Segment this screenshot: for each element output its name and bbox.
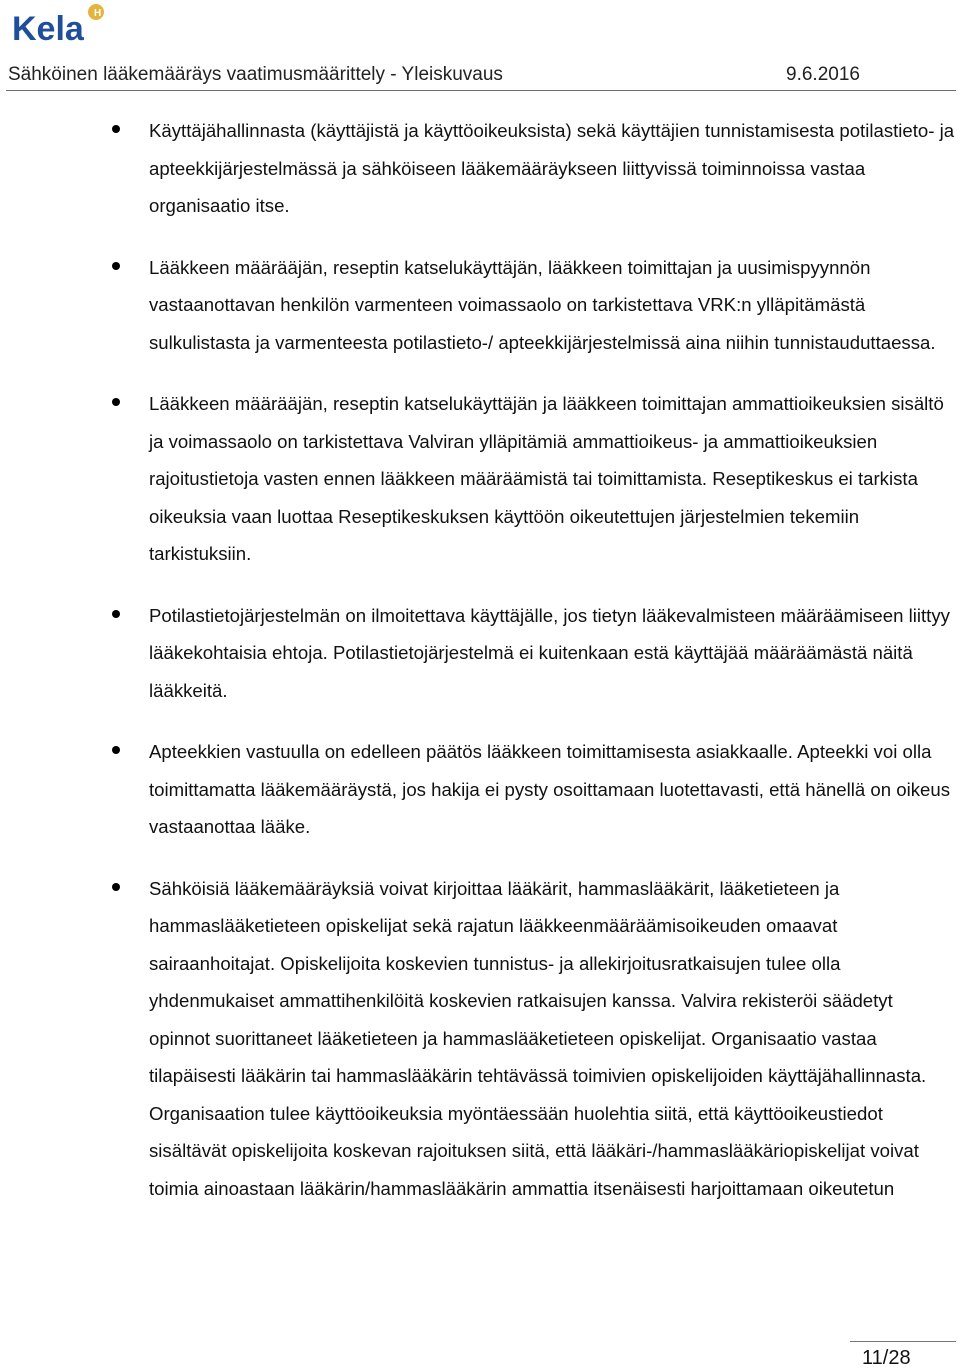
list-item-text: Lääkkeen määrääjän, reseptin katselukäyttäjän, lääkkeen toimittajan ja uusimispyynnön vastaanottavan henkilön varmenteen voimassaolo on tarkistettava VRK:n ylläpitämästä sulkulistasta ja varmenteesta potilastieto-/ apteekkijärjestelmissä aina niihin tunnistauduttaessa. [149, 256, 936, 353]
page-number: 11/28 [862, 1347, 911, 1369]
bullet-icon [112, 398, 120, 406]
list-item-text: Sähköisiä lääkemääräyksiä voivat kirjoittaa lääkärit, hammaslääkärit, lääketieteen ja hammaslääketieteen opiskelijat sekä rajatun lääkkeenmääräämisoikeuden omaavat sairaanhoitajat. Opiskelijoita koskevien tunnistus- ja allekirjoitusratkaisujen tulee olla yhdenmukaiset ammattihenkilöitä koskevien ratkaisujen kanssa. Valvira rekisteröi säädetyt opinnot suorittaneet lääketieteen ja hammaslääketieteen opiskelijat. Organisaatio vastaa tilapäisesti lääkärin tai hammaslääkärin tehtävässä toimivien opiskelijoiden käyttäjähallinnasta. Organisaation tulee käyttöoikeuksia myöntäessään huolehtia siitä, että käyttöoikeustiedot sisältävät opiskelijoita koskevan rajoituksen siitä, että lääkäri-/hammaslääkäriopiskelijat voivat toimia ainoastaan lääkärin/hammaslääkärin ammattia itsenäisesti harjoittamaan oikeutetun [149, 877, 927, 1199]
list-item [0, 597, 960, 710]
kela-logo [10, 2, 110, 46]
document-body [0, 112, 960, 1231]
bullet-icon [112, 610, 120, 618]
svg-text:H: H [94, 8, 102, 19]
list-item [0, 385, 960, 573]
document-date: 9.6.2016 [786, 64, 860, 85]
bullet-icon [112, 883, 120, 891]
list-item-text: Lääkkeen määrääjän, reseptin katselukäyttäjän ja lääkkeen toimittajan ammattioikeuksien sisältö ja voimassaolo on tarkistettava Valviran ylläpitämiä ammattioikeus- ja ammattioikeuksien rajoitustietoja vasten ennen lääkkeen määräämistä tai toimittamista. Reseptikeskus ei tarkista oikeuksia vaan luottaa Reseptikeskuksen käyttöön oikeutettujen järjestelmien tekemiin tarkistuksiin. [149, 393, 944, 564]
list-item-text: Apteekkien vastuulla on edelleen päätös lääkkeen toimittamisesta asiakkaalle. Apteekki voi olla toimittamatta lääkemääräystä, jos hakija ei pysty osoittamaan luotettavasti, että hänellä on oikeus vastaanottaa lääke. [149, 741, 950, 837]
bullet-icon [112, 746, 120, 754]
list-item-text: Käyttäjähallinnasta (käyttäjistä ja käyttöoikeuksista) sekä käyttäjien tunnistamisesta potilastieto- ja apteekkijärjestelmässä ja sähköiseen lääkemääräykseen liittyvissä toiminnoissa vastaa organisaatio itse. [149, 120, 955, 216]
list-item [0, 112, 960, 225]
bullet-icon [112, 125, 120, 133]
document-title: Sähköinen lääkemääräys vaatimusmäärittely - Yleiskuvaus [8, 64, 503, 85]
logo-wordmark: Kela [12, 10, 84, 46]
list-item-text: Potilastietojärjestelmän on ilmoitettava käyttäjälle, jos tietyn lääkevalmisteen määräämiseen liittyy lääkekohtaisia ehtoja. Potilastietojärjestelmä ei kuitenkaan estä käyttäjää määräämästä näitä lääkkeitä. [149, 604, 950, 701]
list-item [0, 249, 960, 362]
bullet-list [0, 112, 960, 1207]
footer-divider [850, 1341, 956, 1342]
bullet-icon [112, 262, 120, 270]
page-header [6, 60, 956, 91]
list-item [0, 870, 960, 1208]
list-item [0, 733, 960, 846]
